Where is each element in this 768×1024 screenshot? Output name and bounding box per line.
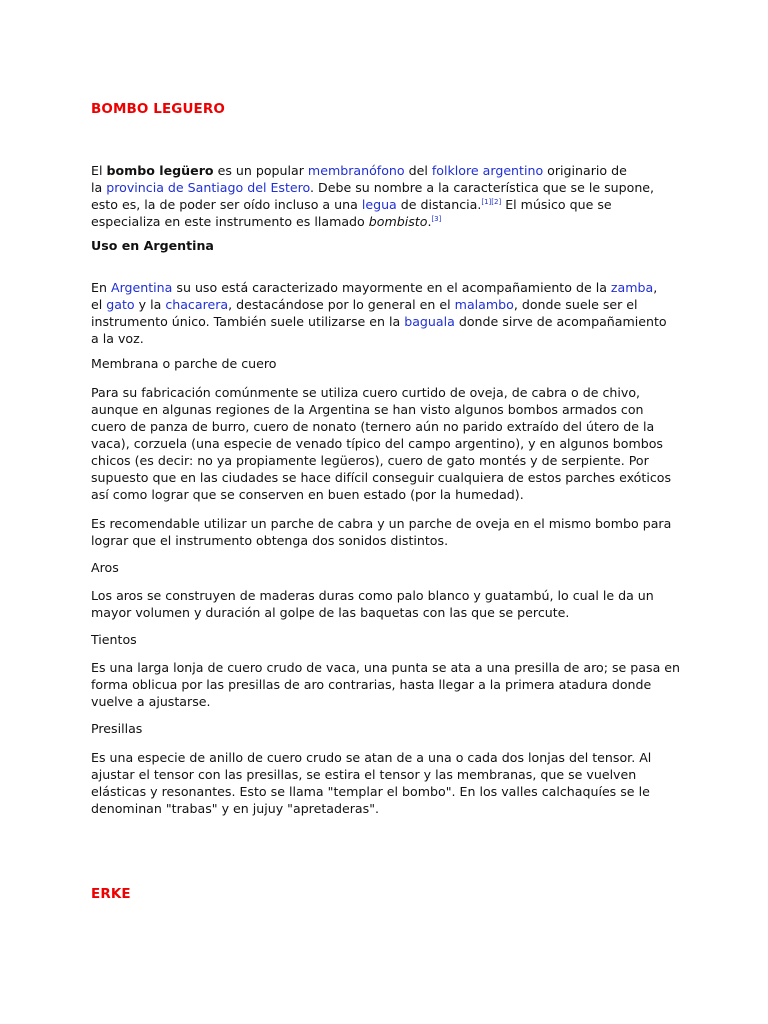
tientos-paragraph xyxy=(91,659,691,710)
label-presillas: Presillas xyxy=(91,721,143,736)
link-membranofono[interactable]: membranófono xyxy=(307,163,405,178)
text-run: . Debe su nombre a la característica que se le supone, xyxy=(310,180,655,195)
reference-link[interactable]: [1][2] xyxy=(481,198,502,206)
link-provincia-santiago[interactable]: provincia de Santiago del Estero xyxy=(106,180,311,195)
label-membrana: Membrana o parche de cuero xyxy=(91,356,277,371)
link-folklore-argentino[interactable]: folklore argentino xyxy=(431,163,544,178)
text-run: especializa en este instrumento es llamado xyxy=(91,214,369,229)
text-run: , xyxy=(653,280,658,295)
presillas-paragraph xyxy=(91,749,691,817)
text-line: vuelve a ajustarse. xyxy=(91,694,211,709)
uso-line-3 xyxy=(91,313,691,330)
text-run: el xyxy=(91,297,107,312)
uso-line-4: a la voz. xyxy=(91,331,144,346)
text-line: chicos (es decir: no ya propiamente legüeros), cuero de gato montés y de serpiente. Por xyxy=(91,453,649,468)
link-chacarera[interactable]: chacarera xyxy=(165,297,229,312)
uso-line-2 xyxy=(91,296,691,313)
uso-paragraph xyxy=(91,279,691,347)
italic-term: bombisto xyxy=(368,214,428,229)
text-run: , destacándose por lo general en el xyxy=(228,297,455,312)
text-run: de distancia. xyxy=(396,197,482,212)
link-argentina[interactable]: Argentina xyxy=(110,280,173,295)
text-run: El músico que se xyxy=(501,197,612,212)
text-line: forma oblicua por las presillas de aro contrarias, hasta llegar a la primera atadura donde xyxy=(91,677,652,692)
text-line: Es una larga lonja de cuero crudo de vaca, una punta se ata a una presilla de aro; se pasa en xyxy=(91,660,681,675)
link-malambo[interactable]: malambo xyxy=(454,297,514,312)
link-gato[interactable]: gato xyxy=(106,297,135,312)
text-run: la xyxy=(91,180,107,195)
text-line: vaca), corzuela (una especie de venado típico del campo argentino), y en algunos bombos xyxy=(91,436,663,451)
text-line: elásticas y resonantes. Esto se llama "templar el bombo". En los valles calchaquíes se le xyxy=(91,784,650,799)
text-line: cuero de panza de burro, cuero de nonato (ternero aún no parido extraído del útero de la xyxy=(91,419,655,434)
article-title: BOMBO LEGUERO xyxy=(91,101,225,117)
bold-term: bombo legüero xyxy=(106,163,214,178)
text-line: mayor volumen y duración al golpe de las baquetas con las que se percute. xyxy=(91,605,570,620)
intro-line-4 xyxy=(91,213,691,230)
membrana-paragraph-2 xyxy=(91,515,691,549)
link-baguala[interactable]: baguala xyxy=(404,314,455,329)
second-article-title: ERKE xyxy=(91,886,131,902)
intro-line-2 xyxy=(91,179,691,196)
intro-line-3 xyxy=(91,196,691,213)
label-aros: Aros xyxy=(91,560,119,575)
text-line: supuesto que en las ciudades se hace difícil conseguir cualquiera de estos parches exóticos xyxy=(91,470,672,485)
text-run: . xyxy=(427,214,432,229)
uso-line-1 xyxy=(91,279,691,296)
text-run: del xyxy=(404,163,432,178)
section-heading-uso: Uso en Argentina xyxy=(91,238,214,253)
text-line: Es una especie de anillo de cuero crudo se atan de a una o cada dos lonjas del tensor. Al xyxy=(91,750,652,765)
text-run: su uso está caracterizado mayormente en el acompañamiento de la xyxy=(172,280,611,295)
text-line: denominan "trabas" y en jujuy "apretaderas". xyxy=(91,801,379,816)
text-line: aunque en algunas regiones de la Argentina se han visto algunos bombos armados con xyxy=(91,402,644,417)
text-run: es un popular xyxy=(213,163,308,178)
intro-paragraph xyxy=(91,162,691,230)
membrana-paragraph-1 xyxy=(91,384,691,503)
text-line: Es recomendable utilizar un parche de cabra y un parche de oveja en el mismo bombo para xyxy=(91,516,672,531)
label-tientos: Tientos xyxy=(91,632,137,647)
text-run: , donde suele ser el xyxy=(513,297,638,312)
text-line: ajustar el tensor con las presillas, se estira el tensor y las membranas, que se vuelven xyxy=(91,767,637,782)
reference-link[interactable]: [3] xyxy=(431,215,442,223)
text-run: esto es, la de poder ser oído incluso a una xyxy=(91,197,362,212)
aros-paragraph xyxy=(91,587,691,621)
text-line: lograr que el instrumento obtenga dos sonidos distintos. xyxy=(91,533,449,548)
text-run: originario de xyxy=(543,163,627,178)
link-zamba[interactable]: zamba xyxy=(610,280,654,295)
text-line: así como lograr que se conserven en buen estado (por la humedad). xyxy=(91,487,524,502)
text-line: Para su fabricación comúnmente se utiliza cuero curtido de oveja, de cabra o de chivo, xyxy=(91,385,641,400)
text-line: Los aros se construyen de maderas duras como palo blanco y guatambú, lo cual le da un xyxy=(91,588,654,603)
text-run: y la xyxy=(134,297,166,312)
text-run: donde sirve de acompañamiento xyxy=(454,314,667,329)
text-run: instrumento único. También suele utilizarse en la xyxy=(91,314,405,329)
intro-line-1 xyxy=(91,162,691,179)
text-run: El xyxy=(91,163,107,178)
text-run: En xyxy=(91,280,111,295)
link-legua[interactable]: legua xyxy=(361,197,397,212)
